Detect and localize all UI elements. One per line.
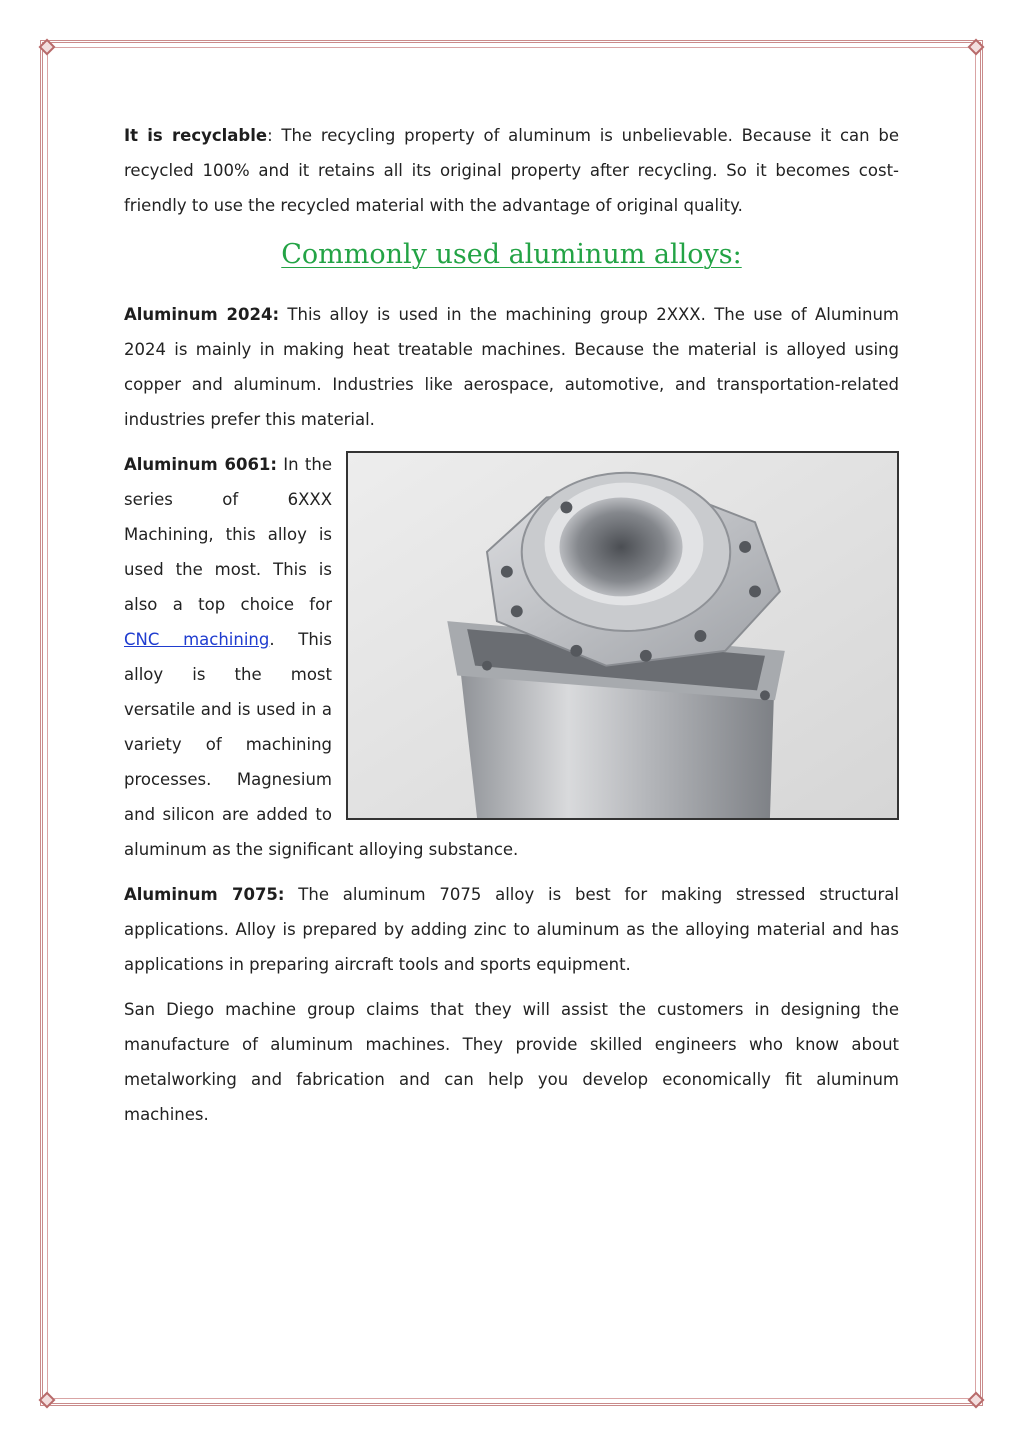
recyclable-text: : The recycling property of aluminum is unbelievable. Because it can be recycled 100% and it retains all its original property after recycling. So it becomes cost-friendly to use the recycled material with the advantage of original quality. — [124, 126, 899, 215]
alloy-2024-label: Aluminum 2024: — [124, 305, 280, 324]
aluminum-part-photo — [346, 451, 899, 820]
alloy-7075-paragraph — [124, 877, 899, 982]
alloy-7075-label: Aluminum 7075: — [124, 885, 285, 904]
alloy-6061-text-before: In the series of 6XXX Machining, this alloy is used the most. This is also a top choice for — [124, 455, 332, 614]
recyclable-paragraph — [124, 118, 899, 223]
alloy-6061-paragraph — [124, 447, 899, 867]
alloy-2024-text: This alloy is used in the machining group 2XXX. The use of Aluminum 2024 is mainly in making heat treatable machines. Because the material is alloyed using copper and aluminum. Industries like aerospace, automotive, and transportation-related industries prefer this material. — [124, 305, 899, 429]
alloy-7075-text: The aluminum 7075 alloy is best for making stressed structural applications. Alloy is prepared by adding zinc to aluminum as the alloying material and has applications in preparing aircraft tools and sports equipment. — [124, 885, 899, 974]
cnc-aluminum-housing-image — [348, 453, 897, 818]
alloy-6061-label: Aluminum 6061: — [124, 455, 278, 474]
recyclable-label: It is recyclable — [124, 126, 268, 145]
document-body — [124, 118, 899, 1142]
alloy-2024-paragraph — [124, 297, 899, 437]
closing-paragraph: San Diego machine group claims that they will assist the customers in designing the manufacture of aluminum machines. They provide skilled engineers who know about metalworking and fabrication and can help you develop economically fit aluminum machines. — [124, 1000, 899, 1124]
section-heading: Commonly used aluminum alloys: — [281, 239, 742, 270]
cnc-machining-link[interactable]: CNC machining — [124, 630, 270, 649]
alloy-6061-text-after: . This alloy is the most versatile and is used in a variety of machining processes. Magnesium and silicon are added to aluminum as the significant alloying substance. — [124, 630, 519, 859]
